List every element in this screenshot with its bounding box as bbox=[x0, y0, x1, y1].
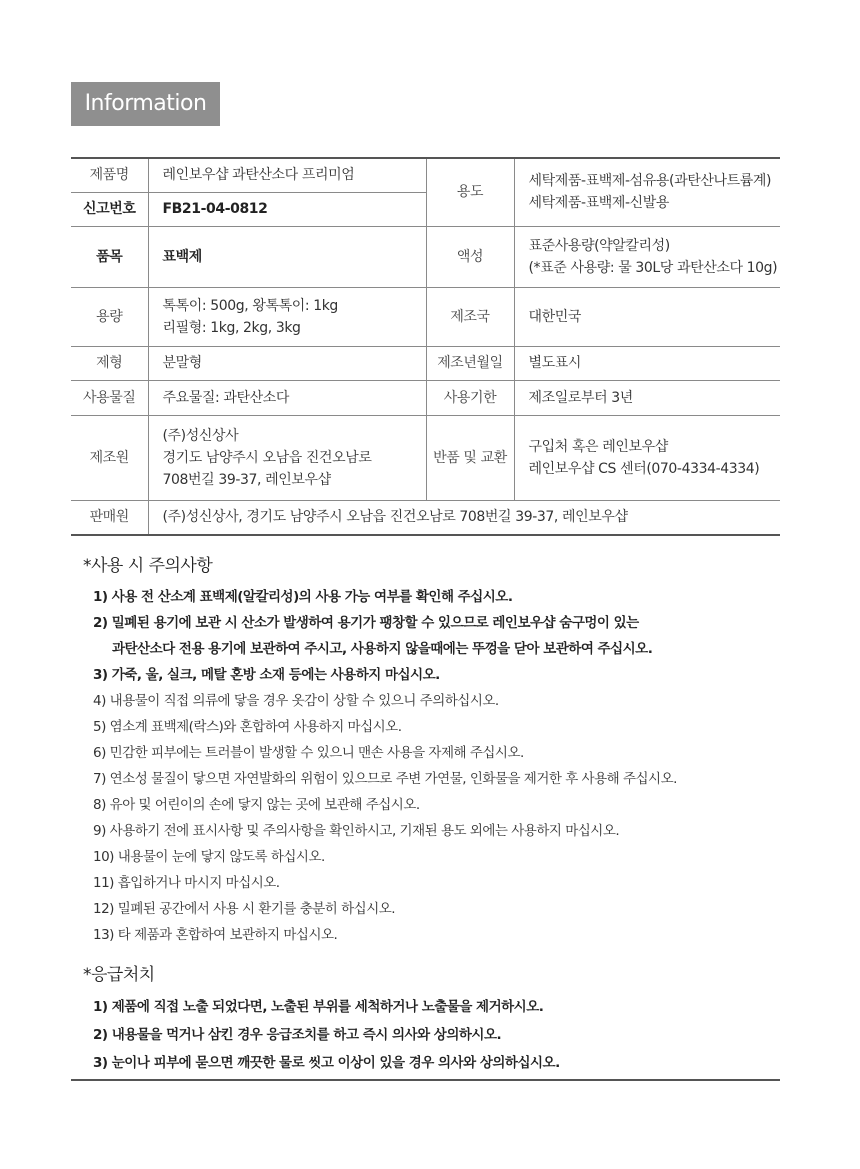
usage-line: 세탁제품-표백제-섬유용(과탄산나트륨계) bbox=[528, 173, 772, 190]
list-item: 1) 사용 전 산소계 표백제(알칼리성)의 사용 가능 여부를 확인해 주십시오. bbox=[93, 589, 513, 605]
caution-title: *사용 시 주의사항 bbox=[83, 556, 213, 576]
list-item: 5) 염소계 표백제(락스)와 혼합하여 사용하지 마십시오. bbox=[93, 719, 402, 735]
caution-section bbox=[83, 551, 677, 948]
list-item: 4) 내용물이 직접 의류에 닿을 경우 옷감이 상할 수 있으니 주의하십시오. bbox=[93, 693, 499, 709]
table-row bbox=[71, 346, 780, 380]
capacity-value bbox=[148, 287, 426, 346]
material-value: 주요물질: 과탄산소다 bbox=[148, 380, 426, 415]
list-item bbox=[93, 610, 677, 662]
table-row bbox=[71, 287, 780, 346]
list-item-line: 과탄산소다 전용 용기에 보관하여 주시고, 사용하지 않을때에는 뚜껑을 닫아 보관하여 주십시오. bbox=[112, 641, 653, 657]
table-row bbox=[71, 500, 780, 535]
return-label: 반품 및 교환 bbox=[426, 415, 514, 500]
caution-list bbox=[83, 584, 677, 948]
product-info-table bbox=[71, 157, 780, 536]
usage-line: 세탁제품-표백제-신발용 bbox=[528, 195, 670, 212]
list-item: 13) 타 제품과 혼합하여 보관하지 마십시오. bbox=[93, 927, 338, 943]
capacity-line: 톡톡이: 500g, 왕톡톡이: 1kg bbox=[162, 297, 338, 314]
material-label: 사용물질 bbox=[71, 380, 148, 415]
expiry-value: 제조일로부터 3년 bbox=[514, 380, 780, 415]
table-row bbox=[71, 158, 780, 192]
return-line: 구입처 혹은 레인보우샵 bbox=[528, 438, 668, 455]
ph-label: 액성 bbox=[426, 226, 514, 287]
return-value bbox=[514, 415, 780, 500]
maker-label: 제조원 bbox=[71, 415, 148, 500]
first-aid-section bbox=[83, 960, 560, 1077]
country-label: 제조국 bbox=[426, 287, 514, 346]
form-label: 제형 bbox=[71, 346, 148, 380]
first-aid-list bbox=[83, 993, 560, 1077]
list-item: 12) 밀폐된 공간에서 사용 시 환기를 충분히 하십시오. bbox=[93, 901, 396, 917]
expiry-label: 사용기한 bbox=[426, 380, 514, 415]
ph-line: 표준사용량(약알칼리성) bbox=[528, 237, 670, 254]
list-item: 7) 연소성 물질이 닿으면 자연발화의 위험이 있으므로 주변 가연물, 인화물을 제거한 후 사용해 주십시오. bbox=[93, 771, 677, 787]
list-item: 3) 눈이나 피부에 묻으면 깨끗한 물로 씻고 이상이 있을 경우 의사와 상의하십시오. bbox=[93, 1055, 560, 1071]
form-value: 분말형 bbox=[148, 346, 426, 380]
maker-value bbox=[148, 415, 426, 500]
list-item: 9) 사용하기 전에 표시사항 및 주의사항을 확인하시고, 기재된 용도 외에는 사용하지 마십시오. bbox=[93, 823, 620, 839]
list-item: 8) 유아 및 어린이의 손에 닿지 않는 곳에 보관해 주십시오. bbox=[93, 797, 420, 813]
return-line: 레인보우샵 CS 센터(070-4334-4334) bbox=[528, 460, 760, 477]
mfg-date-value: 별도표시 bbox=[514, 346, 780, 380]
seller-label: 판매원 bbox=[71, 500, 148, 535]
item-label: 품목 bbox=[71, 226, 148, 287]
product-name-label: 제품명 bbox=[71, 158, 148, 192]
product-name-value: 레인보우샵 과탄산소다 프리미엄 bbox=[148, 158, 426, 192]
table-row bbox=[71, 226, 780, 287]
list-item: 3) 가죽, 울, 실크, 메탈 혼방 소재 등에는 사용하지 마십시오. bbox=[93, 667, 440, 683]
list-item: 2) 내용물을 먹거나 삼킨 경우 응급조치를 하고 즉시 의사와 상의하시오. bbox=[93, 1027, 502, 1043]
maker-line: (주)성신상사 bbox=[162, 427, 239, 444]
capacity-label: 용량 bbox=[71, 287, 148, 346]
first-aid-title: *응급처치 bbox=[83, 965, 155, 985]
list-item: 6) 민감한 피부에는 트러블이 발생할 수 있으니 맨손 사용을 자제해 주십시오. bbox=[93, 745, 524, 761]
item-value: 표백제 bbox=[148, 226, 426, 287]
bottom-divider bbox=[71, 1079, 780, 1081]
maker-line: 경기도 남양주시 오남읍 진건오남로 bbox=[162, 449, 372, 466]
list-item: 11) 흡입하거나 마시지 마십시오. bbox=[93, 875, 280, 891]
list-item: 10) 내용물이 눈에 닿지 않도록 하십시오. bbox=[93, 849, 325, 865]
capacity-line: 리필형: 1kg, 2kg, 3kg bbox=[162, 319, 301, 336]
list-item-line: 2) 밀폐된 용기에 보관 시 산소가 발생하여 용기가 팽창할 수 있으므로 레인보우샵 숨구멍이 있는 bbox=[93, 615, 639, 631]
usage-value bbox=[514, 158, 780, 226]
table-row bbox=[71, 380, 780, 415]
seller-value: (주)성신상사, 경기도 남양주시 오남읍 진건오남로 708번길 39-37, 레인보우샵 bbox=[148, 500, 780, 535]
report-number-value: FB21-04-0812 bbox=[148, 192, 426, 226]
maker-line: 708번길 39-37, 레인보우샵 bbox=[162, 471, 331, 488]
ph-line: (*표준 사용량: 물 30L당 과탄산소다 10g) bbox=[528, 259, 778, 276]
mfg-date-label: 제조년월일 bbox=[426, 346, 514, 380]
country-value: 대한민국 bbox=[514, 287, 780, 346]
list-item: 1) 제품에 직접 노출 되었다면, 노출된 부위를 세척하거나 노출물을 제거하시오. bbox=[93, 999, 544, 1015]
ph-value bbox=[514, 226, 780, 287]
report-number-label: 신고번호 bbox=[71, 192, 148, 226]
usage-label: 용도 bbox=[426, 158, 514, 226]
table-row bbox=[71, 415, 780, 500]
information-badge: Information bbox=[71, 82, 220, 126]
